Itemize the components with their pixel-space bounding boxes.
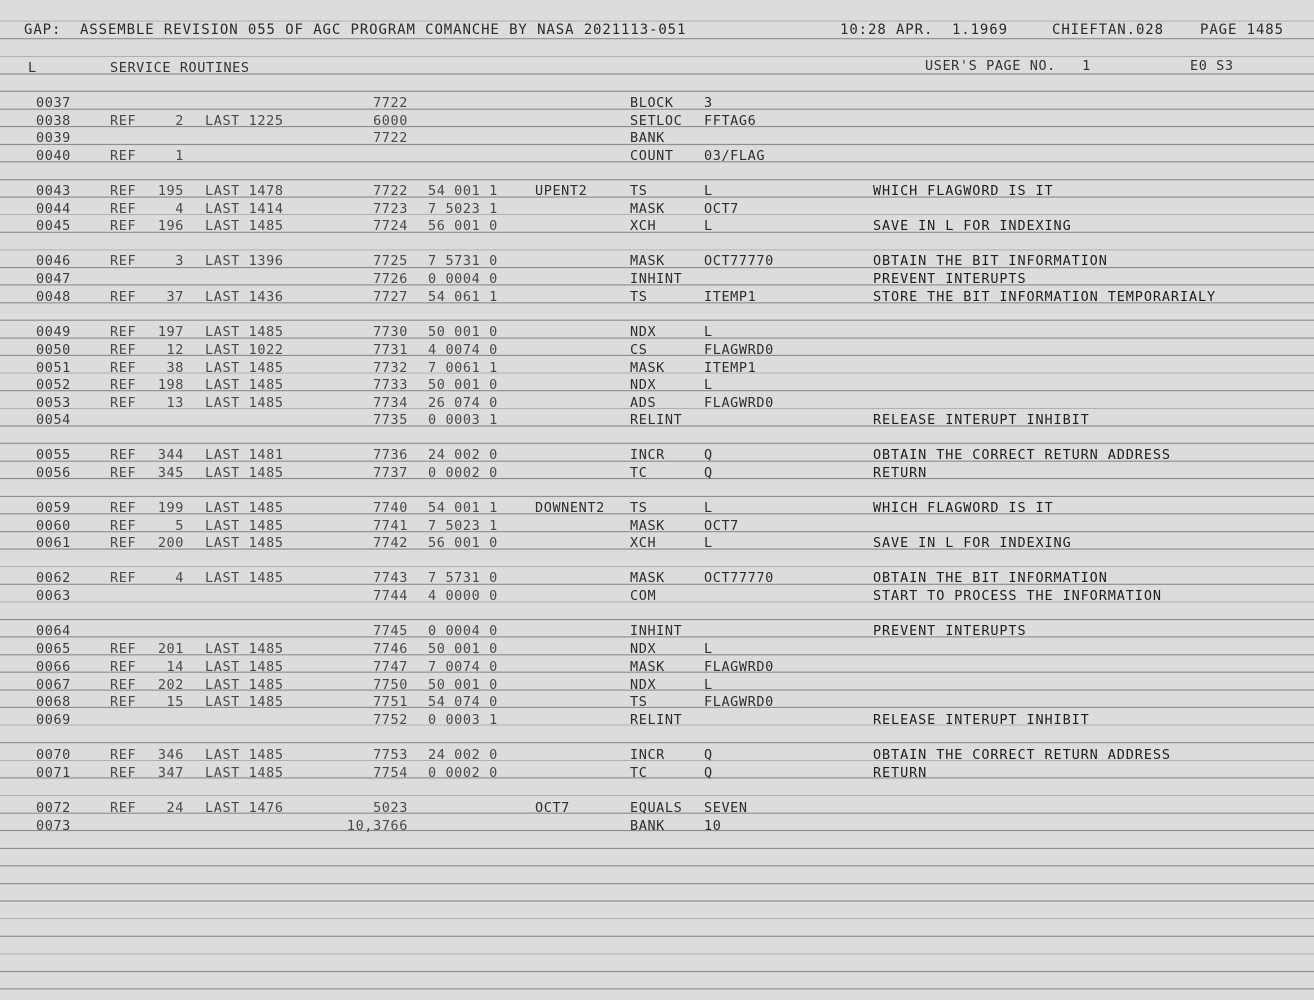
- opcode: RELINT: [630, 712, 683, 728]
- ref-number: 4: [175, 570, 184, 586]
- comment: RETURN: [873, 465, 928, 481]
- ref-keyword: REF: [110, 183, 137, 199]
- machine-word: 0 0003 1: [428, 712, 498, 728]
- address: 7722: [373, 95, 408, 111]
- machine-word: 0 0004 0: [428, 623, 498, 639]
- operand: OCT7: [704, 201, 739, 217]
- address: 7722: [373, 130, 408, 146]
- line-number: 0064: [36, 623, 71, 639]
- ref-keyword: REF: [110, 641, 137, 657]
- address: 7735: [373, 412, 408, 428]
- symbol-label: UPENT2: [535, 183, 588, 199]
- line-number: 0069: [36, 712, 71, 728]
- ref-number: 347: [157, 765, 184, 781]
- line-number: 0046: [36, 253, 71, 269]
- comment: STORE THE BIT INFORMATION TEMPORARIALY: [873, 289, 1217, 305]
- last-ref: LAST 1485: [205, 395, 284, 411]
- opcode: TS: [630, 289, 648, 305]
- operand: L: [704, 677, 713, 693]
- opcode: MASK: [630, 253, 665, 269]
- line-number: 0065: [36, 641, 71, 657]
- comment: WHICH FLAGWORD IS IT: [873, 183, 1054, 199]
- ref-number: 199: [157, 500, 184, 516]
- machine-word: 24 002 0: [428, 447, 498, 463]
- opcode: SETLOC: [630, 113, 683, 129]
- ref-keyword: REF: [110, 342, 137, 358]
- comment: START TO PROCESS THE INFORMATION: [873, 588, 1162, 604]
- line-number: 0060: [36, 518, 71, 534]
- machine-word: 54 074 0: [428, 694, 498, 710]
- symbol-label: DOWNENT2: [535, 500, 605, 516]
- comment: OBTAIN THE CORRECT RETURN ADDRESS: [873, 747, 1171, 763]
- ref-number: 346: [157, 747, 184, 763]
- subheader-mark: L: [28, 60, 37, 76]
- comment: SAVE IN L FOR INDEXING: [873, 535, 1072, 551]
- line-number: 0062: [36, 570, 71, 586]
- comment: RETURN: [873, 765, 928, 781]
- line-number: 0040: [36, 148, 71, 164]
- last-ref: LAST 1478: [205, 183, 284, 199]
- ref-keyword: REF: [110, 659, 137, 675]
- last-ref: LAST 1225: [205, 113, 284, 129]
- ref-keyword: REF: [110, 377, 137, 393]
- line-number: 0038: [36, 113, 71, 129]
- address: 7730: [373, 324, 408, 340]
- opcode: INCR: [630, 747, 665, 763]
- operand: ITEMP1: [704, 289, 757, 305]
- header-page: PAGE 1485: [1200, 22, 1284, 38]
- machine-word: 4 0074 0: [428, 342, 498, 358]
- subheader-section: SERVICE ROUTINES: [110, 60, 250, 76]
- last-ref: LAST 1485: [205, 570, 284, 586]
- ref-keyword: REF: [110, 113, 137, 129]
- operand: L: [704, 641, 713, 657]
- comment: PREVENT INTERUPTS: [873, 623, 1027, 639]
- opcode: TC: [630, 765, 648, 781]
- machine-word: 0 0004 0: [428, 271, 498, 287]
- address: 7750: [373, 677, 408, 693]
- address: 7751: [373, 694, 408, 710]
- ref-keyword: REF: [110, 800, 137, 816]
- ref-keyword: REF: [110, 253, 137, 269]
- address: 7745: [373, 623, 408, 639]
- line-number: 0068: [36, 694, 71, 710]
- opcode: INHINT: [630, 623, 683, 639]
- line-number: 0043: [36, 183, 71, 199]
- address: 7724: [373, 218, 408, 234]
- comment: PREVENT INTERUPTS: [873, 271, 1027, 287]
- operand: FLAGWRD0: [704, 395, 774, 411]
- last-ref: LAST 1485: [205, 518, 284, 534]
- opcode: BLOCK: [630, 95, 674, 111]
- comment: WHICH FLAGWORD IS IT: [873, 500, 1054, 516]
- address: 7741: [373, 518, 408, 534]
- last-ref: LAST 1396: [205, 253, 284, 269]
- machine-word: 50 001 0: [428, 677, 498, 693]
- address: 7731: [373, 342, 408, 358]
- opcode: NDX: [630, 377, 657, 393]
- operand: L: [704, 500, 713, 516]
- last-ref: LAST 1485: [205, 677, 284, 693]
- ref-keyword: REF: [110, 765, 137, 781]
- ref-keyword: REF: [110, 324, 137, 340]
- address: 7742: [373, 535, 408, 551]
- machine-word: 54 001 1: [428, 500, 498, 516]
- opcode: MASK: [630, 360, 665, 376]
- last-ref: LAST 1414: [205, 201, 284, 217]
- opcode: ADS: [630, 395, 657, 411]
- address: 7744: [373, 588, 408, 604]
- last-ref: LAST 1485: [205, 765, 284, 781]
- ref-keyword: REF: [110, 447, 137, 463]
- comment: OBTAIN THE BIT INFORMATION: [873, 570, 1108, 586]
- operand: L: [704, 535, 713, 551]
- machine-word: 56 001 0: [428, 535, 498, 551]
- machine-word: 7 5731 0: [428, 570, 498, 586]
- address: 7754: [373, 765, 408, 781]
- ref-number: 5: [175, 518, 184, 534]
- opcode: COUNT: [630, 148, 674, 164]
- address: 7725: [373, 253, 408, 269]
- last-ref: LAST 1485: [205, 694, 284, 710]
- last-ref: LAST 1485: [205, 535, 284, 551]
- ref-keyword: REF: [110, 535, 137, 551]
- ref-number: 2: [175, 113, 184, 129]
- ref-number: 4: [175, 201, 184, 217]
- machine-word: 56 001 0: [428, 218, 498, 234]
- opcode: NDX: [630, 677, 657, 693]
- address: 5023: [373, 800, 408, 816]
- line-number: 0055: [36, 447, 71, 463]
- opcode: TC: [630, 465, 648, 481]
- header-tape: CHIEFTAN.028: [1052, 22, 1164, 38]
- ref-number: 1: [175, 148, 184, 164]
- line-number: 0048: [36, 289, 71, 305]
- line-number: 0061: [36, 535, 71, 551]
- line-number: 0073: [36, 818, 71, 834]
- machine-word: 7 0074 0: [428, 659, 498, 675]
- address: 7753: [373, 747, 408, 763]
- address: 7743: [373, 570, 408, 586]
- line-number: 0050: [36, 342, 71, 358]
- machine-word: 0 0003 1: [428, 412, 498, 428]
- symbol-label: OCT7: [535, 800, 570, 816]
- address: 7727: [373, 289, 408, 305]
- operand: FFTAG6: [704, 113, 757, 129]
- ref-number: 201: [157, 641, 184, 657]
- operand: Q: [704, 465, 713, 481]
- operand: OCT7: [704, 518, 739, 534]
- machine-word: 50 001 0: [428, 324, 498, 340]
- machine-word: 54 061 1: [428, 289, 498, 305]
- address: 7723: [373, 201, 408, 217]
- opcode: XCH: [630, 218, 657, 234]
- opcode: TS: [630, 500, 648, 516]
- opcode: BANK: [630, 818, 665, 834]
- operand: L: [704, 324, 713, 340]
- last-ref: LAST 1485: [205, 360, 284, 376]
- opcode: INHINT: [630, 271, 683, 287]
- opcode: CS: [630, 342, 648, 358]
- comment: OBTAIN THE CORRECT RETURN ADDRESS: [873, 447, 1171, 463]
- machine-word: 0 0002 0: [428, 765, 498, 781]
- ref-number: 198: [157, 377, 184, 393]
- line-number: 0045: [36, 218, 71, 234]
- line-number: 0053: [36, 395, 71, 411]
- ref-keyword: REF: [110, 747, 137, 763]
- opcode: EQUALS: [630, 800, 683, 816]
- ref-keyword: REF: [110, 677, 137, 693]
- operand: SEVEN: [704, 800, 748, 816]
- ref-number: 344: [157, 447, 184, 463]
- machine-word: 50 001 0: [428, 641, 498, 657]
- line-number: 0070: [36, 747, 71, 763]
- last-ref: LAST 1481: [205, 447, 284, 463]
- machine-word: 0 0002 0: [428, 465, 498, 481]
- ref-number: 3: [175, 253, 184, 269]
- ref-number: 195: [157, 183, 184, 199]
- ref-number: 15: [166, 694, 184, 710]
- line-number: 0047: [36, 271, 71, 287]
- last-ref: LAST 1485: [205, 659, 284, 675]
- last-ref: LAST 1436: [205, 289, 284, 305]
- line-number: 0037: [36, 95, 71, 111]
- address: 7740: [373, 500, 408, 516]
- opcode: TS: [630, 183, 648, 199]
- line-number: 0059: [36, 500, 71, 516]
- ref-keyword: REF: [110, 148, 137, 164]
- line-number: 0049: [36, 324, 71, 340]
- ref-keyword: REF: [110, 201, 137, 217]
- ref-number: 37: [166, 289, 184, 305]
- ref-keyword: REF: [110, 218, 137, 234]
- operand: FLAGWRD0: [704, 342, 774, 358]
- operand: Q: [704, 747, 713, 763]
- operand: L: [704, 377, 713, 393]
- address: 7722: [373, 183, 408, 199]
- operand: ITEMP1: [704, 360, 757, 376]
- comment: SAVE IN L FOR INDEXING: [873, 218, 1072, 234]
- address: 7736: [373, 447, 408, 463]
- ref-number: 13: [166, 395, 184, 411]
- operand: OCT77770: [704, 253, 774, 269]
- line-number: 0071: [36, 765, 71, 781]
- comment: RELEASE INTERUPT INHIBIT: [873, 712, 1090, 728]
- machine-word: 4 0000 0: [428, 588, 498, 604]
- address: 7734: [373, 395, 408, 411]
- ref-keyword: REF: [110, 694, 137, 710]
- last-ref: LAST 1485: [205, 465, 284, 481]
- last-ref: LAST 1485: [205, 218, 284, 234]
- last-ref: LAST 1485: [205, 500, 284, 516]
- machine-word: 24 002 0: [428, 747, 498, 763]
- ref-number: 200: [157, 535, 184, 551]
- ref-keyword: REF: [110, 518, 137, 534]
- opcode: MASK: [630, 570, 665, 586]
- address: 7733: [373, 377, 408, 393]
- ref-keyword: REF: [110, 500, 137, 516]
- operand: Q: [704, 765, 713, 781]
- comment: RELEASE INTERUPT INHIBIT: [873, 412, 1090, 428]
- opcode: INCR: [630, 447, 665, 463]
- opcode: COM: [630, 588, 657, 604]
- address: 10,3766: [346, 818, 408, 834]
- last-ref: LAST 1485: [205, 641, 284, 657]
- ref-keyword: REF: [110, 395, 137, 411]
- operand: Q: [704, 447, 713, 463]
- address: 7747: [373, 659, 408, 675]
- ref-number: 38: [166, 360, 184, 376]
- comment: OBTAIN THE BIT INFORMATION: [873, 253, 1108, 269]
- line-number: 0051: [36, 360, 71, 376]
- line-number: 0063: [36, 588, 71, 604]
- ref-keyword: REF: [110, 289, 137, 305]
- ref-number: 345: [157, 465, 184, 481]
- header-datetime: 10:28 APR. 1.1969: [840, 22, 1008, 38]
- opcode: MASK: [630, 659, 665, 675]
- operand: 10: [704, 818, 722, 834]
- line-number: 0044: [36, 201, 71, 217]
- opcode: NDX: [630, 641, 657, 657]
- ref-keyword: REF: [110, 360, 137, 376]
- machine-word: 7 5731 0: [428, 253, 498, 269]
- ref-keyword: REF: [110, 570, 137, 586]
- address: 6000: [373, 113, 408, 129]
- operand: L: [704, 183, 713, 199]
- opcode: NDX: [630, 324, 657, 340]
- last-ref: LAST 1476: [205, 800, 284, 816]
- ref-number: 12: [166, 342, 184, 358]
- ref-number: 14: [166, 659, 184, 675]
- line-number: 0054: [36, 412, 71, 428]
- machine-word: 7 0061 1: [428, 360, 498, 376]
- operand: L: [704, 218, 713, 234]
- address: 7737: [373, 465, 408, 481]
- address: 7746: [373, 641, 408, 657]
- address: 7732: [373, 360, 408, 376]
- opcode: BANK: [630, 130, 665, 146]
- machine-word: 26 074 0: [428, 395, 498, 411]
- line-number: 0056: [36, 465, 71, 481]
- machine-word: 7 5023 1: [428, 518, 498, 534]
- last-ref: LAST 1485: [205, 377, 284, 393]
- opcode: XCH: [630, 535, 657, 551]
- last-ref: LAST 1022: [205, 342, 284, 358]
- line-number: 0039: [36, 130, 71, 146]
- ref-keyword: REF: [110, 465, 137, 481]
- last-ref: LAST 1485: [205, 324, 284, 340]
- machine-word: 7 5023 1: [428, 201, 498, 217]
- opcode: MASK: [630, 201, 665, 217]
- line-number: 0067: [36, 677, 71, 693]
- machine-word: 54 001 1: [428, 183, 498, 199]
- opcode: RELINT: [630, 412, 683, 428]
- header-program: GAP: ASSEMBLE REVISION 055 OF AGC PROGRAM COMANCHE BY NASA 2021113-051: [24, 22, 687, 38]
- ref-number: 197: [157, 324, 184, 340]
- address: 7726: [373, 271, 408, 287]
- ref-number: 202: [157, 677, 184, 693]
- line-number: 0066: [36, 659, 71, 675]
- ref-number: 196: [157, 218, 184, 234]
- subheader-code: E0 S3: [1190, 58, 1234, 74]
- line-number: 0072: [36, 800, 71, 816]
- operand: 03/FLAG: [704, 148, 766, 164]
- operand: 3: [704, 95, 713, 111]
- opcode: TS: [630, 694, 648, 710]
- operand: OCT77770: [704, 570, 774, 586]
- operand: FLAGWRD0: [704, 659, 774, 675]
- address: 7752: [373, 712, 408, 728]
- last-ref: LAST 1485: [205, 747, 284, 763]
- machine-word: 50 001 0: [428, 377, 498, 393]
- opcode: MASK: [630, 518, 665, 534]
- operand: FLAGWRD0: [704, 694, 774, 710]
- subheader-users-page: USER'S PAGE NO. 1: [925, 58, 1091, 74]
- ref-number: 24: [166, 800, 184, 816]
- line-number: 0052: [36, 377, 71, 393]
